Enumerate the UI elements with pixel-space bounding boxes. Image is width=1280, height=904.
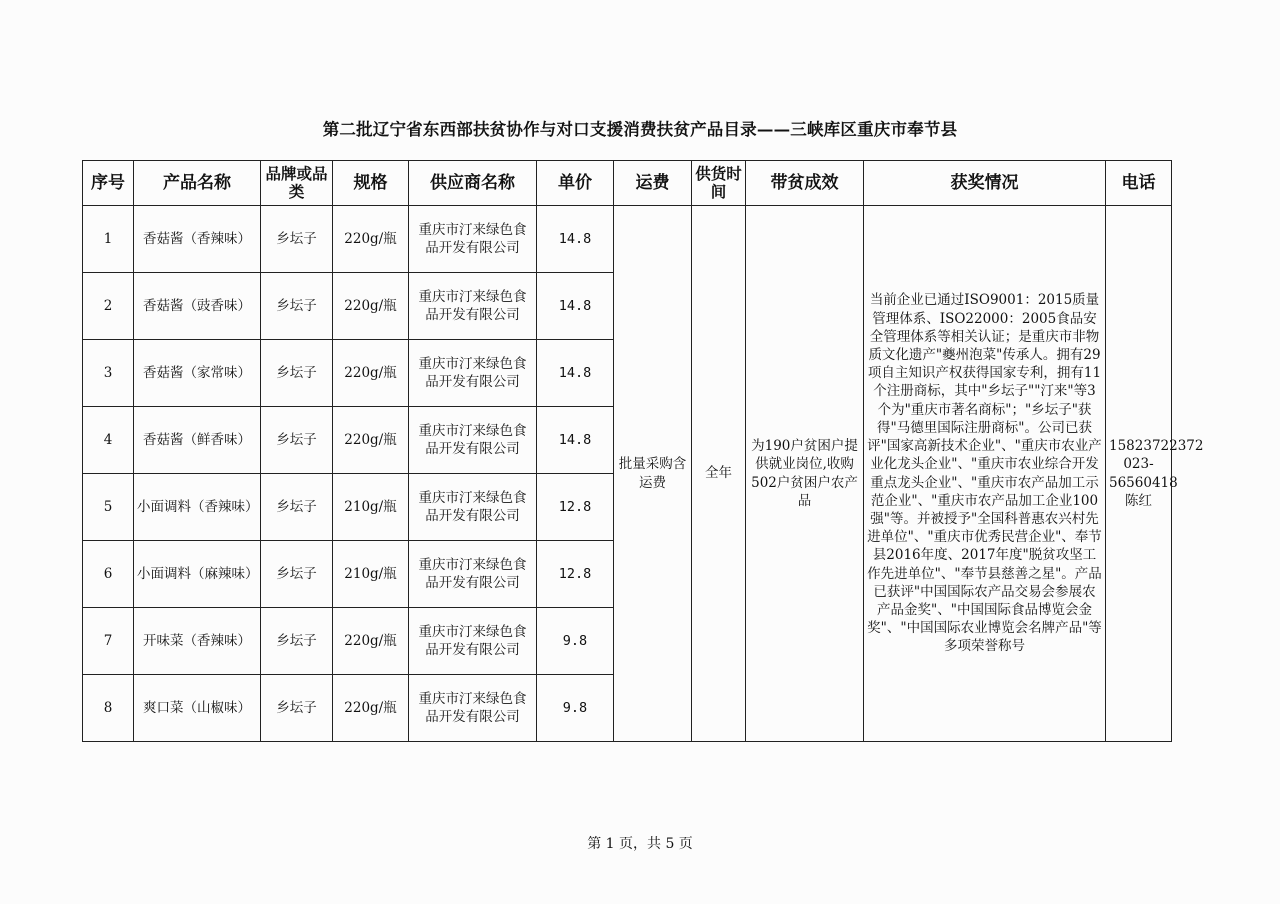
header-price: 单价: [537, 161, 614, 206]
cell-supplier: 重庆市汀来绿色食品开发有限公司: [409, 407, 537, 474]
cell-spec: 220g/瓶: [333, 608, 409, 675]
cell-product: 开味菜（香辣味）: [134, 608, 261, 675]
cell-product: 香菇酱（家常味）: [134, 340, 261, 407]
cell-spec: 220g/瓶: [333, 340, 409, 407]
cell-brand: 乡坛子: [261, 340, 333, 407]
cell-no: 5: [83, 474, 134, 541]
cell-price: 9.8: [537, 608, 614, 675]
cell-effect: 为190户贫困户提供就业岗位,收购502户贫困户农产品: [746, 206, 864, 742]
header-supply-time: 供货时间: [692, 161, 746, 206]
cell-awards: 当前企业已通过ISO9001：2015质量管理体系、ISO22000：2005食品安全管理体系等相关认证；是重庆市非物质文化遗产"夔州泡菜"传承人。拥有29项自主知识产权获得国家专利，拥有11个注册商标，其中"乡坛子""汀来"等3个为"重庆市著名商标"；"乡坛子"获得"马德里国际注册商标"。公司已获评"国家高新技术企业"、"重庆市农业产业化龙头企业"、"重庆市农业综合开发重点龙头企业"、"重庆市农产品加工示范企业"、"重庆市农产品加工企业100强"等。并被授予"全国科普惠农兴村先进单位"、"重庆市优秀民营企业"、奉节县2016年度、2017年度"脱贫攻坚工作先进单位"、"奉节县慈善之星"。产品已获评"中国国际农产品交易会参展农产品金奖"、"中国国际食品博览会金奖"、"中国国际农业博览会名牌产品"等多项荣誉称号: [864, 206, 1106, 742]
cell-product: 小面调料（香辣味）: [134, 474, 261, 541]
phone-landline: 023-56560418: [1109, 456, 1178, 491]
cell-brand: 乡坛子: [261, 273, 333, 340]
contact-name: 陈红: [1125, 492, 1152, 509]
header-product: 产品名称: [134, 161, 261, 206]
header-brand: 品牌或品类: [261, 161, 333, 206]
header-spec: 规格: [333, 161, 409, 206]
cell-supplier: 重庆市汀来绿色食品开发有限公司: [409, 608, 537, 675]
cell-product: 香菇酱（豉香味）: [134, 273, 261, 340]
cell-product: 爽口菜（山椒味）: [134, 675, 261, 742]
cell-no: 3: [83, 340, 134, 407]
cell-spec: 220g/瓶: [333, 407, 409, 474]
table-row: [83, 206, 1172, 273]
cell-brand: 乡坛子: [261, 474, 333, 541]
cell-price: 12.8: [537, 541, 614, 608]
cell-price: 12.8: [537, 474, 614, 541]
product-catalog-table: [82, 160, 1204, 742]
cell-price: 14.8: [537, 340, 614, 407]
cell-spec: 220g/瓶: [333, 273, 409, 340]
cell-supplier: 重庆市汀来绿色食品开发有限公司: [409, 273, 537, 340]
cell-price: 14.8: [537, 206, 614, 273]
cell-brand: 乡坛子: [261, 206, 333, 273]
cell-spec: 220g/瓶: [333, 206, 409, 273]
cell-supplier: 重庆市汀来绿色食品开发有限公司: [409, 206, 537, 273]
cell-brand: 乡坛子: [261, 608, 333, 675]
cell-no: 4: [83, 407, 134, 474]
cell-supplier: 重庆市汀来绿色食品开发有限公司: [409, 541, 537, 608]
cell-no: 8: [83, 675, 134, 742]
cell-brand: 乡坛子: [261, 407, 333, 474]
cell-spec: 220g/瓶: [333, 675, 409, 742]
cell-phone: [1106, 206, 1204, 742]
cell-product: 香菇酱（鲜香味）: [134, 407, 261, 474]
cell-price: 14.8: [537, 407, 614, 474]
header-phone: 电话: [1106, 161, 1172, 206]
cell-price: 14.8: [537, 273, 614, 340]
header-effect: 带贫成效: [746, 161, 864, 206]
header-no: 序号: [83, 161, 134, 206]
page-footer: 第 1 页，共 5 页: [587, 836, 693, 852]
cell-supplier: 重庆市汀来绿色食品开发有限公司: [409, 474, 537, 541]
cell-product: 香菇酱（香辣味）: [134, 206, 261, 273]
cell-supplier: 重庆市汀来绿色食品开发有限公司: [409, 675, 537, 742]
cell-spec: 210g/瓶: [333, 541, 409, 608]
cell-brand: 乡坛子: [261, 675, 333, 742]
table-header-row: [83, 161, 1172, 206]
cell-supplier: 重庆市汀来绿色食品开发有限公司: [409, 340, 537, 407]
cell-price: 9.8: [537, 675, 614, 742]
header-supplier: 供应商名称: [409, 161, 537, 206]
cell-no: 6: [83, 541, 134, 608]
cell-brand: 乡坛子: [261, 541, 333, 608]
cell-no: 2: [83, 273, 134, 340]
header-awards: 获奖情况: [864, 161, 1106, 206]
cell-product: 小面调料（麻辣味）: [134, 541, 261, 608]
cell-supply-time: 全年: [692, 206, 746, 742]
header-shipping: 运费: [614, 161, 692, 206]
cell-spec: 210g/瓶: [333, 474, 409, 541]
cell-no: 1: [83, 206, 134, 273]
page-title: 第二批辽宁省东西部扶贫协作与对口支援消费扶贫产品目录——三峡库区重庆市奉节县: [322, 120, 958, 139]
cell-shipping: 批量采购含运费: [614, 206, 692, 742]
cell-no: 7: [83, 608, 134, 675]
phone-mobile: 15823722372: [1109, 438, 1204, 455]
